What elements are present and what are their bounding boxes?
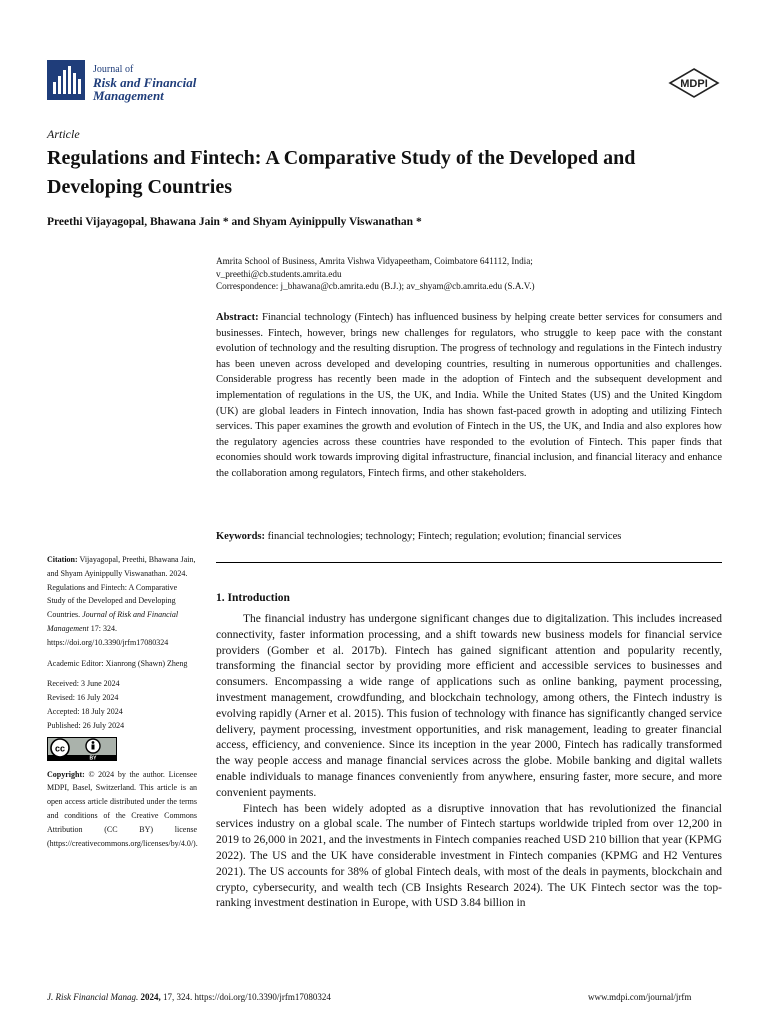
footer-doi[interactable]: 17, 324. https://doi.org/10.3390/jrfm17080324	[162, 992, 331, 1002]
citation-block	[47, 553, 197, 650]
keywords	[216, 530, 722, 544]
mdpi-logo	[668, 68, 720, 103]
article-sidebar	[47, 553, 197, 850]
date-received: Received: 3 June 2024	[47, 679, 120, 689]
journal-name	[93, 61, 196, 102]
paragraph: The financial industry has undergone significant changes due to digitalization. This includes increased connectivity, faster information processing, and a shift towards new business models for financial service providers (Gomber et al. 2017b). Fintech has gained significant attention and popularity recently, transforming the financial sector by providing more efficient and accessible services to businesses and consumers. Encompassing a wide range of applications such as online banking, payment processing, investment management, crowdfunding, and blockchain technology, among others, the Fintech industry is evolving rapidly (Arner et al. 2015). This fusion of technology with finance has significantly changed service delivery, payment processing, investment opportunities, and risk management, leading to greater financial access, efficiency, and convenience. Since its inception in the year 2000, Fintech has radically transformed the way people access and manage financial services across the globe. Mobile banking and digital wallets enable individuals to manage finances conveniently from anywhere, ensuring faster, more secure, and more convenient payments.	[216, 613, 722, 799]
author-list: Preethi Vijayagopal, Bhawana Jain * and Shyam Ayinippully Viswanathan *	[47, 216, 422, 228]
mdpi-logo-text: MDPI	[680, 78, 708, 90]
editor-name: Xianrong (Shawn) Zheng	[105, 658, 188, 668]
journal-name-small: Journal of	[93, 64, 134, 75]
copyright-text: © 2024 by the author. Licensee MDPI, Basel, Switzerland. This article is an open access article distributed under the terms and conditions of the Creative Commons Attribution (CC BY) license (https://creativecommons.org/licenses/by/4.0/).	[47, 769, 198, 848]
correspondence-line: Correspondence: j_bhawana@cb.amrita.edu (B.J.); av_shyam@cb.amrita.edu (S.A.V.)	[216, 281, 535, 292]
section-divider	[216, 562, 722, 563]
footer-journal-url[interactable]: www.mdpi.com/journal/jrfm	[588, 992, 692, 1002]
keywords-text: financial technologies; technology; Fintech; regulation; evolution; financial services	[267, 531, 622, 542]
body-text	[216, 612, 722, 912]
footer-citation	[47, 992, 331, 1002]
abstract-label: Abstract:	[216, 312, 259, 323]
footer-year: 2024,	[140, 992, 161, 1002]
section-heading: 1. Introduction	[216, 592, 290, 604]
affiliation-block	[216, 255, 726, 293]
journal-logo-icon	[47, 60, 85, 100]
citation-journal: Journal of Risk and Financial Management	[47, 610, 179, 633]
svg-text:cc: cc	[54, 743, 66, 754]
date-revised: Revised: 16 July 2024	[47, 693, 119, 703]
abstract	[216, 310, 722, 482]
citation-text: Vijayagopal, Preethi, Bhawana Jain, and Shyam Ayinippully Viswanathan. 2024. Regulations and Fintech: A Comparative Study of the Developed and Developing Countries.	[47, 555, 196, 620]
cc-by-license-icon[interactable]	[47, 737, 117, 761]
journal-name-line2: Management	[93, 88, 164, 103]
copyright-block	[47, 768, 197, 851]
editor-block	[47, 657, 197, 671]
date-published: Published: 26 July 2024	[47, 720, 125, 730]
paragraph: Fintech has been widely adopted as a disruptive innovation that has revolutionized the financial services industry on a global scale. The number of Fintech startups worldwide tripled from over 12,200 in 2019 to 26,000 in 2021, and the investments in Fintech companies reached USD 210 billion that year (KPMG 2022). The US and the UK have considerable investment in Fintech companies (KPMG and H2 Ventures 2021). The US accounts for 38% of global Fintech deals, with most of the deals in payments, blockchain and crypto, cybersecurity, and wealth tech (CB Insights Research 2024). The UK Fintech sector was the top-ranking investment destination in Europe, with USD 3.84 billion in	[216, 802, 722, 910]
footer-journal: J. Risk Financial Manag.	[47, 992, 139, 1002]
citation-doi[interactable]: 17: 324. https://doi.org/10.3390/jrfm17080324	[47, 623, 169, 647]
keywords-label: Keywords:	[216, 531, 265, 542]
cc-by-label: BY	[89, 755, 97, 761]
editor-label: Academic Editor:	[47, 658, 104, 668]
copyright-label: Copyright:	[47, 769, 85, 779]
date-accepted: Accepted: 18 July 2024	[47, 706, 123, 716]
citation-label: Citation:	[47, 555, 78, 564]
abstract-text: Financial technology (Fintech) has influenced business by helping create better services for consumers and businesses. Fintech, however, brings new challenges for regulators, who struggle to keep pace with the constant evolution of technology and the resulting disruption. The progress of technology and regulations in the Fintech industry has been uneven across developed and developing countries, resulting in numerous opportunities and challenges. Considerable progress has recently been made in the adoption of Fintech and the subsequent development and implementation of regulations in the US, the UK, and India. While the United States (US) and the United Kingdom (UK) are global leaders in Fintech innovation, India has shown fast-paced growth in adopting and utilizing Fintech services. This paper examines the growth and evolution of Fintech in the US, the UK, and India and also explores how the regulatory agencies across these countries have responded to the evolution of Fintech. This paper finds that economies should work towards improving digital infrastructure, financial inclusion, and financial literacy and enhance the collaboration among regulators, Fintech firms, and other stakeholders.	[216, 312, 722, 479]
mdpi-logo-icon	[668, 68, 720, 98]
article-title: Regulations and Fintech: A Comparative Study of the Developed and Developing Countries	[47, 147, 636, 198]
article-type: Article	[47, 127, 80, 141]
affiliation-line: Amrita School of Business, Amrita Vishwa Vidyapeetham, Coimbatore 641112, India;	[216, 256, 533, 266]
affiliation-email[interactable]: v_preethi@cb.students.amrita.edu	[216, 268, 342, 279]
journal-name-line1: Risk and Financial	[93, 75, 197, 90]
